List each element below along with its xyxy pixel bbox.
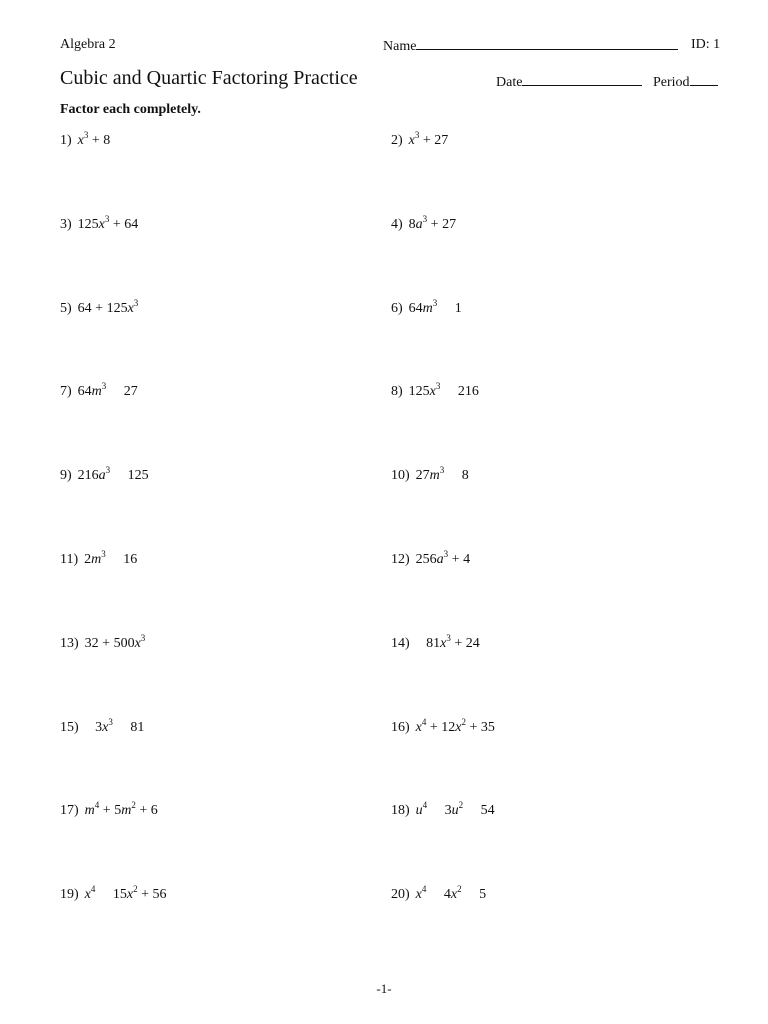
worksheet-title: Cubic and Quartic Factoring Practice bbox=[60, 67, 358, 89]
variable: x bbox=[415, 887, 422, 903]
problem-expression bbox=[77, 130, 111, 148]
problem-expression bbox=[408, 297, 462, 316]
term: 216 bbox=[440, 384, 479, 400]
problem-number: 3) bbox=[60, 216, 72, 232]
term: + 4 bbox=[448, 552, 471, 567]
problem-number: 16) bbox=[391, 719, 410, 735]
exponent: 3 bbox=[432, 297, 438, 308]
term: 64 + 125 bbox=[77, 300, 128, 316]
problem-number: 19) bbox=[60, 887, 79, 903]
problem-3 bbox=[60, 213, 139, 233]
problem-number: 7) bbox=[60, 384, 72, 400]
term: + 12 bbox=[426, 719, 456, 735]
problem-13 bbox=[60, 632, 146, 652]
term: 216 bbox=[77, 468, 99, 484]
variable: m bbox=[91, 552, 102, 567]
term: 5 bbox=[461, 887, 487, 903]
variable: x bbox=[84, 887, 91, 903]
problem-number: 10) bbox=[391, 468, 410, 484]
term: + 24 bbox=[450, 635, 480, 651]
period-blank-line bbox=[690, 73, 718, 86]
term: 125 bbox=[110, 468, 149, 484]
variable: x bbox=[440, 635, 447, 651]
problem-16 bbox=[391, 716, 495, 736]
exponent: 3 bbox=[446, 632, 451, 643]
term: 32 + 500 bbox=[84, 635, 135, 651]
exponent: 2 bbox=[133, 884, 138, 895]
problem-8 bbox=[391, 381, 479, 400]
exponent: 3 bbox=[439, 465, 445, 476]
problem-5 bbox=[60, 297, 139, 317]
variable: x bbox=[450, 887, 458, 903]
page-number: -1- bbox=[376, 981, 392, 996]
date-label: Date bbox=[496, 75, 523, 90]
variable: a bbox=[98, 468, 106, 484]
exponent: 4 bbox=[90, 884, 96, 895]
term: + 64 bbox=[109, 216, 139, 232]
term: 64 bbox=[77, 384, 92, 400]
variable: x bbox=[134, 635, 141, 651]
exponent: 3 bbox=[133, 297, 139, 308]
variable: x bbox=[77, 133, 84, 148]
problem-expression bbox=[84, 632, 146, 651]
problem-expression bbox=[415, 800, 495, 819]
period-label: Period bbox=[653, 75, 690, 90]
variable: m bbox=[429, 468, 440, 484]
problem-number: 4) bbox=[391, 216, 403, 232]
term: + 6 bbox=[135, 803, 158, 819]
problem-number: 2) bbox=[391, 133, 403, 148]
variable: x bbox=[415, 719, 422, 735]
term: 15 bbox=[95, 887, 127, 903]
variable: x bbox=[98, 216, 105, 232]
problem-number: 1) bbox=[60, 133, 72, 148]
variable: m bbox=[121, 803, 132, 819]
variable: m bbox=[84, 803, 95, 819]
term: 3 bbox=[84, 719, 103, 735]
term: 2 bbox=[84, 552, 92, 567]
problem-expression bbox=[408, 130, 449, 148]
term: + 5 bbox=[99, 803, 122, 819]
problem-expression bbox=[84, 716, 145, 735]
exponent: 4 bbox=[421, 716, 427, 727]
problem-expression bbox=[77, 465, 149, 484]
problem-expression bbox=[408, 213, 457, 232]
problem-number: 11) bbox=[60, 552, 79, 567]
problem-expression bbox=[415, 632, 480, 651]
date-field bbox=[496, 73, 642, 91]
term: 64 bbox=[408, 300, 423, 316]
term: 125 bbox=[408, 384, 430, 400]
problem-number: 6) bbox=[391, 300, 403, 316]
exponent: 3 bbox=[101, 549, 106, 559]
name-blank-line bbox=[416, 37, 678, 50]
name-field bbox=[383, 37, 678, 55]
term: + 35 bbox=[466, 719, 495, 735]
problem-expression bbox=[77, 213, 139, 232]
problem-expression bbox=[415, 549, 471, 567]
problem-2 bbox=[391, 130, 449, 149]
name-label: Name bbox=[383, 39, 417, 54]
problem-number: 8) bbox=[391, 384, 403, 400]
instructions: Factor each completely. bbox=[60, 102, 201, 117]
variable: a bbox=[436, 552, 444, 567]
term: 27 bbox=[106, 384, 138, 400]
term: 8 bbox=[444, 468, 469, 484]
exponent: 3 bbox=[108, 716, 113, 727]
problem-6 bbox=[391, 297, 462, 317]
term: 27 bbox=[415, 468, 430, 484]
problem-18 bbox=[391, 800, 495, 819]
term: 54 bbox=[463, 803, 495, 819]
variable: u bbox=[415, 803, 423, 819]
problem-expression bbox=[415, 465, 469, 484]
problem-number: 18) bbox=[391, 803, 410, 819]
variable: x bbox=[455, 719, 462, 735]
problem-number: 13) bbox=[60, 635, 79, 651]
term: + 8 bbox=[88, 133, 111, 148]
term: 125 bbox=[77, 216, 99, 232]
exponent: 4 bbox=[421, 884, 427, 895]
problem-10 bbox=[391, 465, 469, 484]
variable: x bbox=[127, 300, 134, 316]
term: + 56 bbox=[137, 887, 167, 903]
problem-number: 15) bbox=[60, 719, 79, 735]
exponent: 3 bbox=[443, 549, 449, 559]
problem-17 bbox=[60, 800, 158, 819]
variable: m bbox=[91, 384, 102, 400]
problem-expression bbox=[84, 800, 158, 819]
variable: x bbox=[102, 719, 109, 735]
exponent: 3 bbox=[140, 632, 146, 643]
term: 4 bbox=[426, 887, 451, 903]
problem-expression bbox=[84, 884, 167, 903]
problem-number: 5) bbox=[60, 300, 72, 316]
term: 81 bbox=[112, 719, 145, 735]
problem-20 bbox=[391, 884, 487, 903]
exponent: 2 bbox=[461, 716, 467, 727]
problem-19 bbox=[60, 884, 167, 903]
exponent: 3 bbox=[422, 213, 428, 224]
term: 3 bbox=[427, 803, 452, 819]
term: 16 bbox=[105, 552, 138, 567]
problem-14 bbox=[391, 632, 480, 652]
problem-expression bbox=[84, 549, 138, 567]
variable: a bbox=[415, 216, 423, 232]
problem-number: 12) bbox=[391, 552, 410, 567]
problem-expression bbox=[415, 716, 495, 735]
course-name: Algebra 2 bbox=[60, 37, 116, 52]
problem-expression bbox=[77, 381, 138, 400]
date-blank-line bbox=[522, 73, 642, 86]
variable: m bbox=[422, 300, 433, 316]
exponent: 3 bbox=[435, 381, 441, 392]
period-field bbox=[653, 73, 718, 91]
problem-15 bbox=[60, 716, 145, 736]
problem-expression bbox=[415, 884, 487, 903]
problem-number: 9) bbox=[60, 468, 72, 484]
variable: u bbox=[451, 803, 459, 819]
exponent: 3 bbox=[414, 130, 420, 140]
problem-9 bbox=[60, 465, 149, 484]
term: 256 bbox=[415, 552, 437, 567]
term: + 27 bbox=[427, 216, 457, 232]
exponent: 4 bbox=[422, 800, 428, 811]
term: 8 bbox=[408, 216, 416, 232]
exponent: 2 bbox=[457, 884, 462, 895]
term: + 27 bbox=[419, 133, 449, 148]
term: 81 bbox=[415, 635, 441, 651]
problem-11 bbox=[60, 549, 138, 568]
problem-expression bbox=[77, 297, 139, 316]
problem-number: 17) bbox=[60, 803, 79, 819]
problem-number: 14) bbox=[391, 635, 410, 651]
term: 1 bbox=[437, 300, 462, 316]
problem-4 bbox=[391, 213, 457, 233]
problem-12 bbox=[391, 549, 471, 568]
exponent: 3 bbox=[105, 465, 111, 476]
exponent: 4 bbox=[94, 800, 100, 811]
worksheet-id: ID: 1 bbox=[691, 37, 721, 52]
variable: x bbox=[126, 887, 134, 903]
problem-1 bbox=[60, 130, 111, 149]
problem-expression bbox=[408, 381, 479, 400]
exponent: 2 bbox=[458, 800, 464, 811]
problem-7 bbox=[60, 381, 138, 400]
exponent: 3 bbox=[101, 381, 107, 392]
exponent: 3 bbox=[83, 130, 89, 140]
problem-number: 20) bbox=[391, 887, 410, 903]
exponent: 2 bbox=[131, 800, 136, 811]
exponent: 3 bbox=[104, 213, 110, 224]
variable: x bbox=[408, 133, 415, 148]
variable: x bbox=[429, 384, 436, 400]
